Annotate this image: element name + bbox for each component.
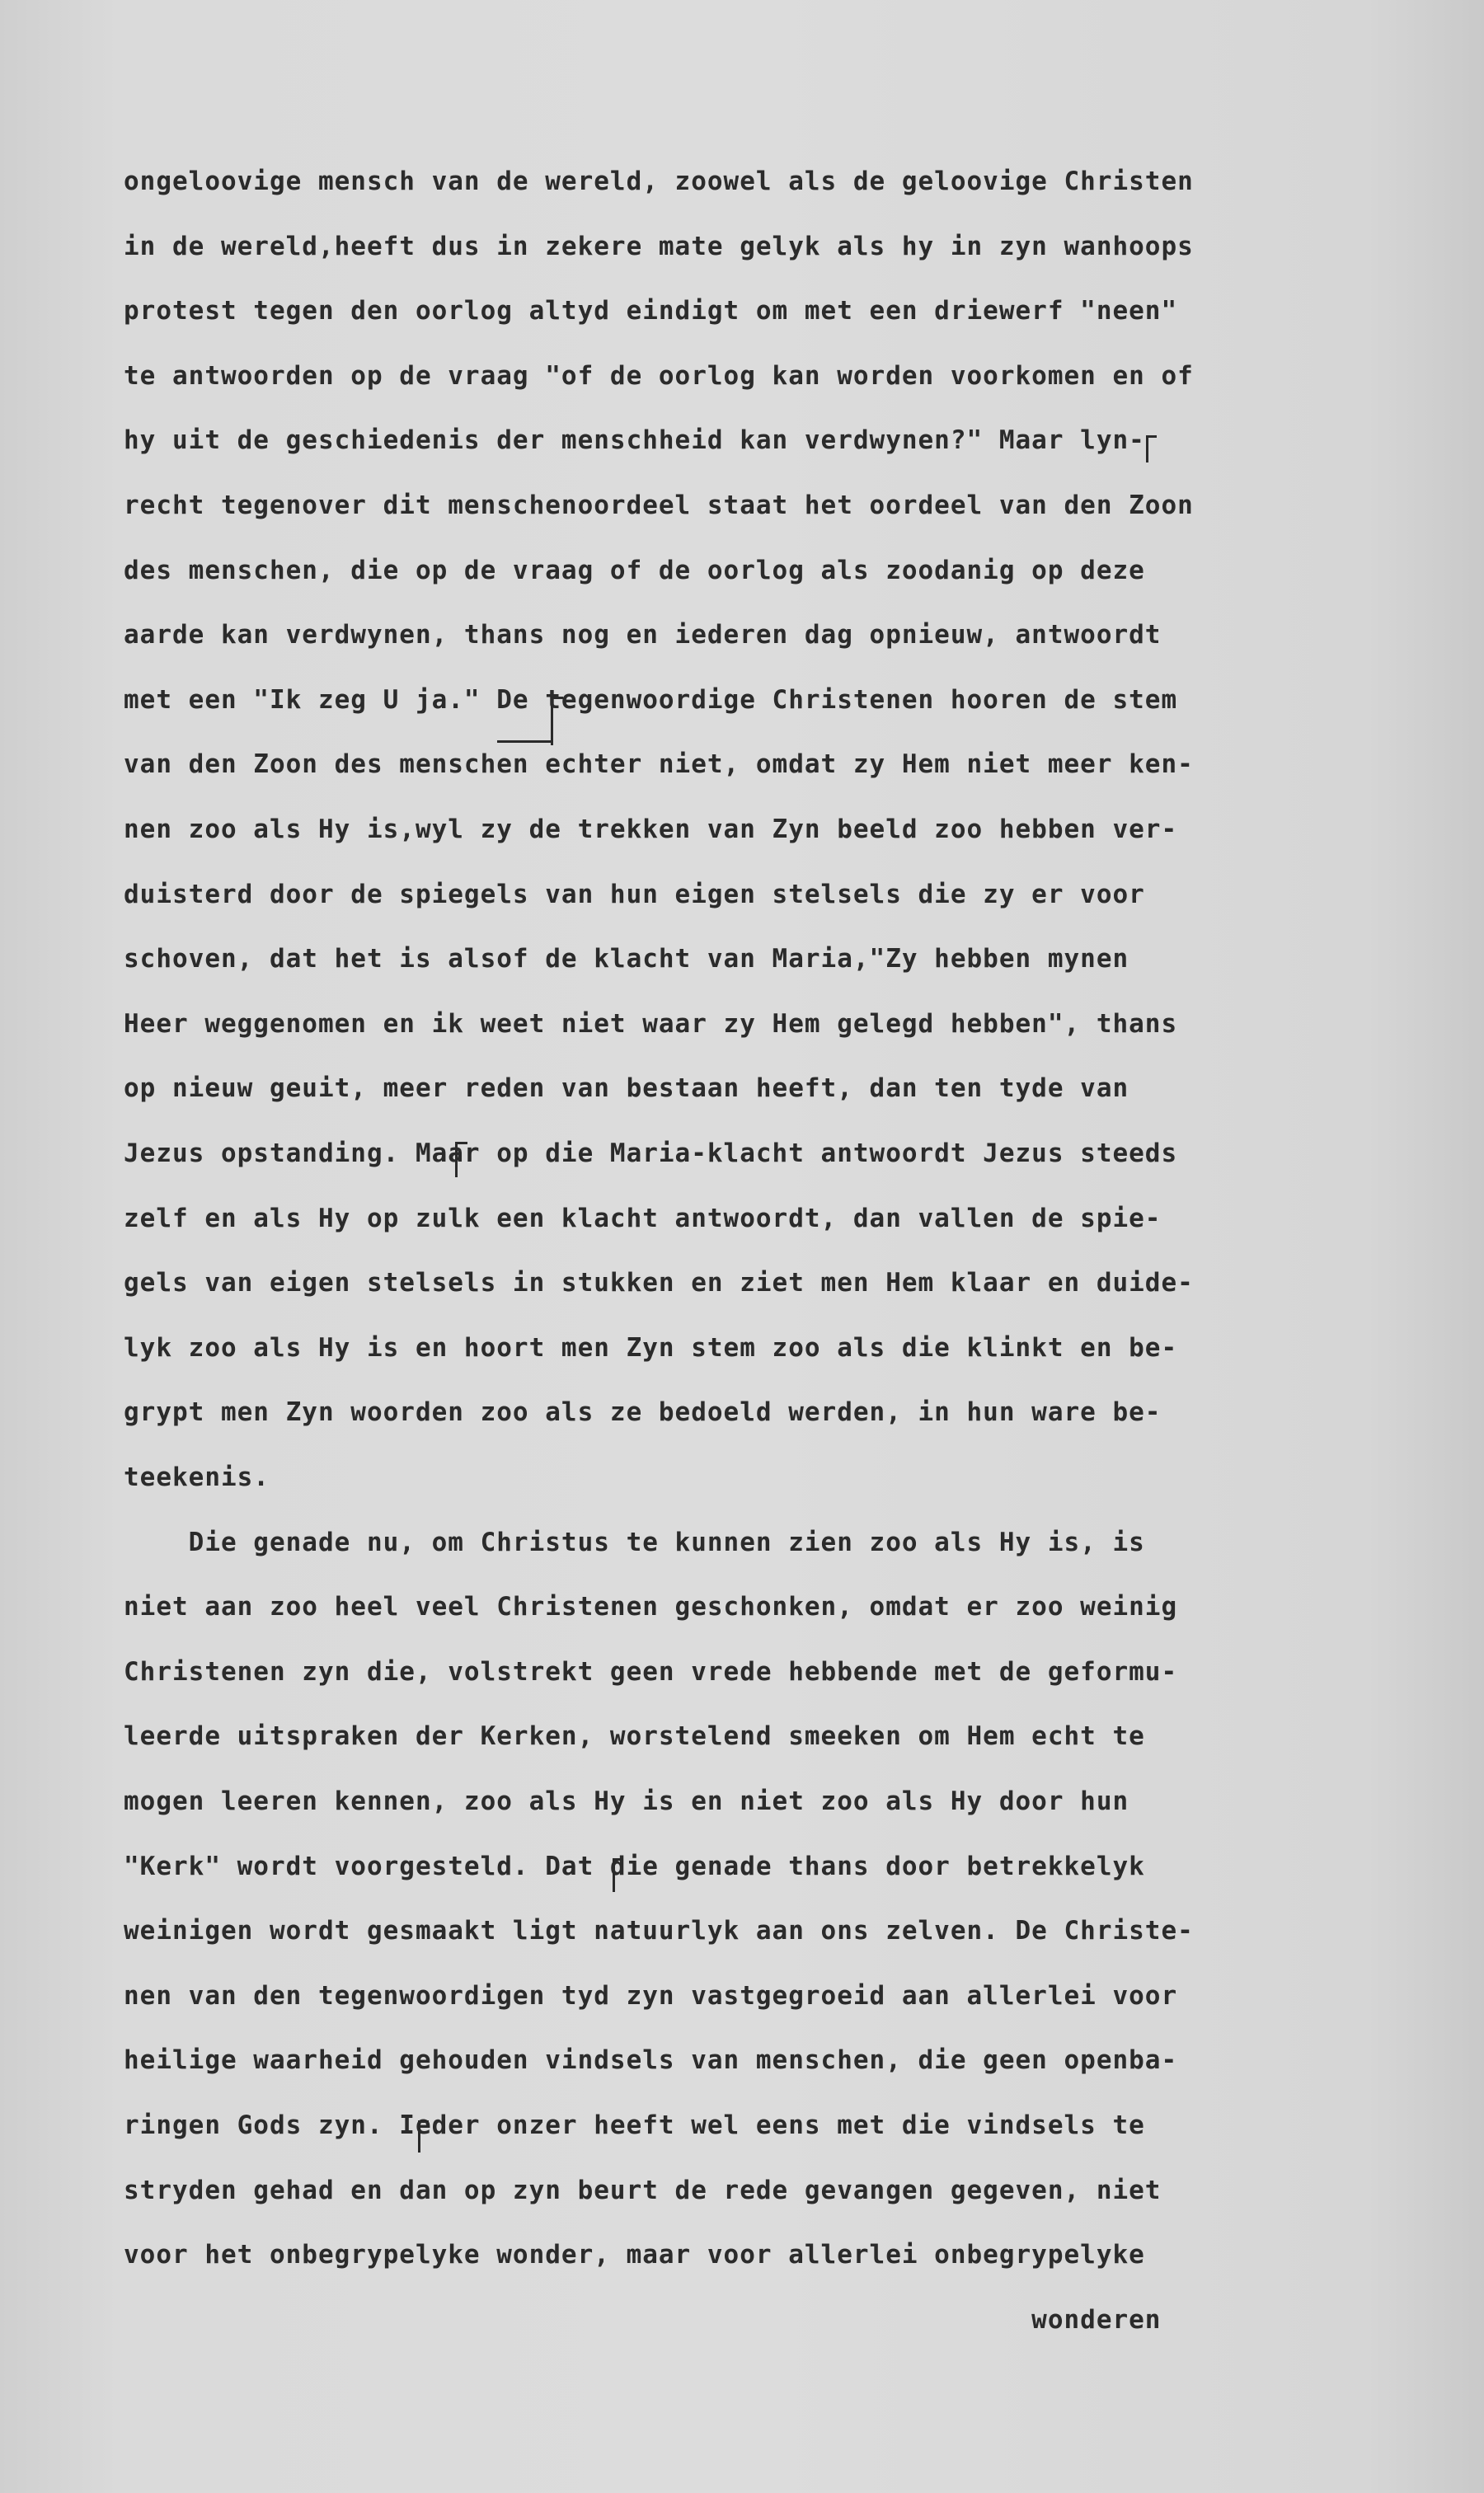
text-line: van den Zoon des menschen echter niet, omdat zy Hem niet meer ken- [124,749,1194,779]
text-line: nen zoo als Hy is,wyl zy de trekken van Zyn beeld zoo hebben ver- [124,815,1178,844]
text-line: schoven, dat het is alsof de klacht van Maria,"Zy hebben mynen [124,944,1129,974]
text-line: stryden gehad en dan op zyn beurt de rede gevangen gegeven, niet [124,2176,1162,2205]
paragraph-mark-5 [418,2120,429,2153]
text-line: heilige waarheid gehouden vindsels van menschen, die geen openba- [124,2045,1178,2075]
text-line: Jezus opstanding. Maar op die Maria-klacht antwoordt Jezus steeds [124,1139,1178,1168]
text-line: nen van den tegenwoordigen tyd zyn vastgegroeid aan allerlei voor [124,1981,1178,2011]
paragraph-mark-3 [455,1142,467,1177]
text-line: Heer weggenomen en ik weet niet waar zy Hem gelegd hebben", thans [124,1009,1178,1039]
text-line: voor het onbegrypelyke wonder, maar voor allerlei onbegrypelyke [124,2240,1145,2270]
text-line: ringen Gods zyn. Ieder onzer heeft wel eens met die vindsels te [124,2110,1145,2140]
text-line: Christenen zyn die, volstrekt geen vrede hebbende met de geformu- [124,1657,1178,1687]
paragraph-mark-4 [613,1858,623,1892]
paragraph-mark-2-foot [497,740,552,744]
text-line: protest tegen den oorlog altyd eindigt om met een driewerf "neen" [124,296,1178,326]
text-line: teekenis. [124,1462,270,1492]
text-line: in de wereld,heeft dus in zekere mate gelyk als hy in zyn wanhoops [124,232,1194,261]
paragraph-mark-1 [1146,435,1157,462]
text-line: niet aan zoo heel veel Christenen geschonken, omdat er zoo weinig [124,1592,1178,1622]
text-line: des menschen, die op de vraag of de oorlog als zoodanig op deze [124,556,1145,585]
text-line: leerde uitspraken der Kerken, worstelend smeeken om Hem echt te [124,1721,1145,1751]
text-line: wonderen [124,2305,1162,2335]
text-line: lyk zoo als Hy is en hoort men Zyn stem zoo als die klinkt en be- [124,1333,1178,1363]
text-line: op nieuw geuit, meer reden van bestaan heeft, dan ten tyde van [124,1073,1129,1103]
text-line: zelf en als Hy op zulk een klacht antwoordt, dan vallen de spie- [124,1204,1162,1233]
text-line: met een "Ik zeg U ja." De tegenwoordige Christenen hooren de stem [124,685,1178,715]
text-line: weinigen wordt gesmaakt ligt natuurlyk aan ons zelven. De Christe- [124,1916,1194,1946]
text-line: "Kerk" wordt voorgesteld. Dat die genade thans door betrekkelyk [124,1852,1145,1881]
text-line: recht tegenover dit menschenoordeel staat het oordeel van den Zoon [124,491,1194,520]
paragraph-mark-2 [551,697,563,745]
text-line: mogen leeren kennen, zoo als Hy is en niet zoo als Hy door hun [124,1786,1129,1816]
text-line: te antwoorden op de vraag "of de oorlog kan worden voorkomen en of [124,361,1194,391]
text-line: duisterd door de spiegels van hun eigen stelsels die zy er voor [124,880,1145,909]
text-line: ongeloovige mensch van de wereld, zoowel als de geloovige Christen [124,167,1194,196]
text-line: hy uit de geschiedenis der menschheid kan verdwynen?" Maar lyn- [124,425,1145,455]
text-line: aarde kan verdwynen, thans nog en iederen dag opnieuw, antwoordt [124,620,1162,650]
text-line: gels van eigen stelsels in stukken en ziet men Hem klaar en duide- [124,1268,1194,1298]
text-line: Die genade nu, om Christus te kunnen zien zoo als Hy is, is [124,1528,1145,1557]
text-line: grypt men Zyn woorden zoo als ze bedoeld werden, in hun ware be- [124,1397,1162,1427]
